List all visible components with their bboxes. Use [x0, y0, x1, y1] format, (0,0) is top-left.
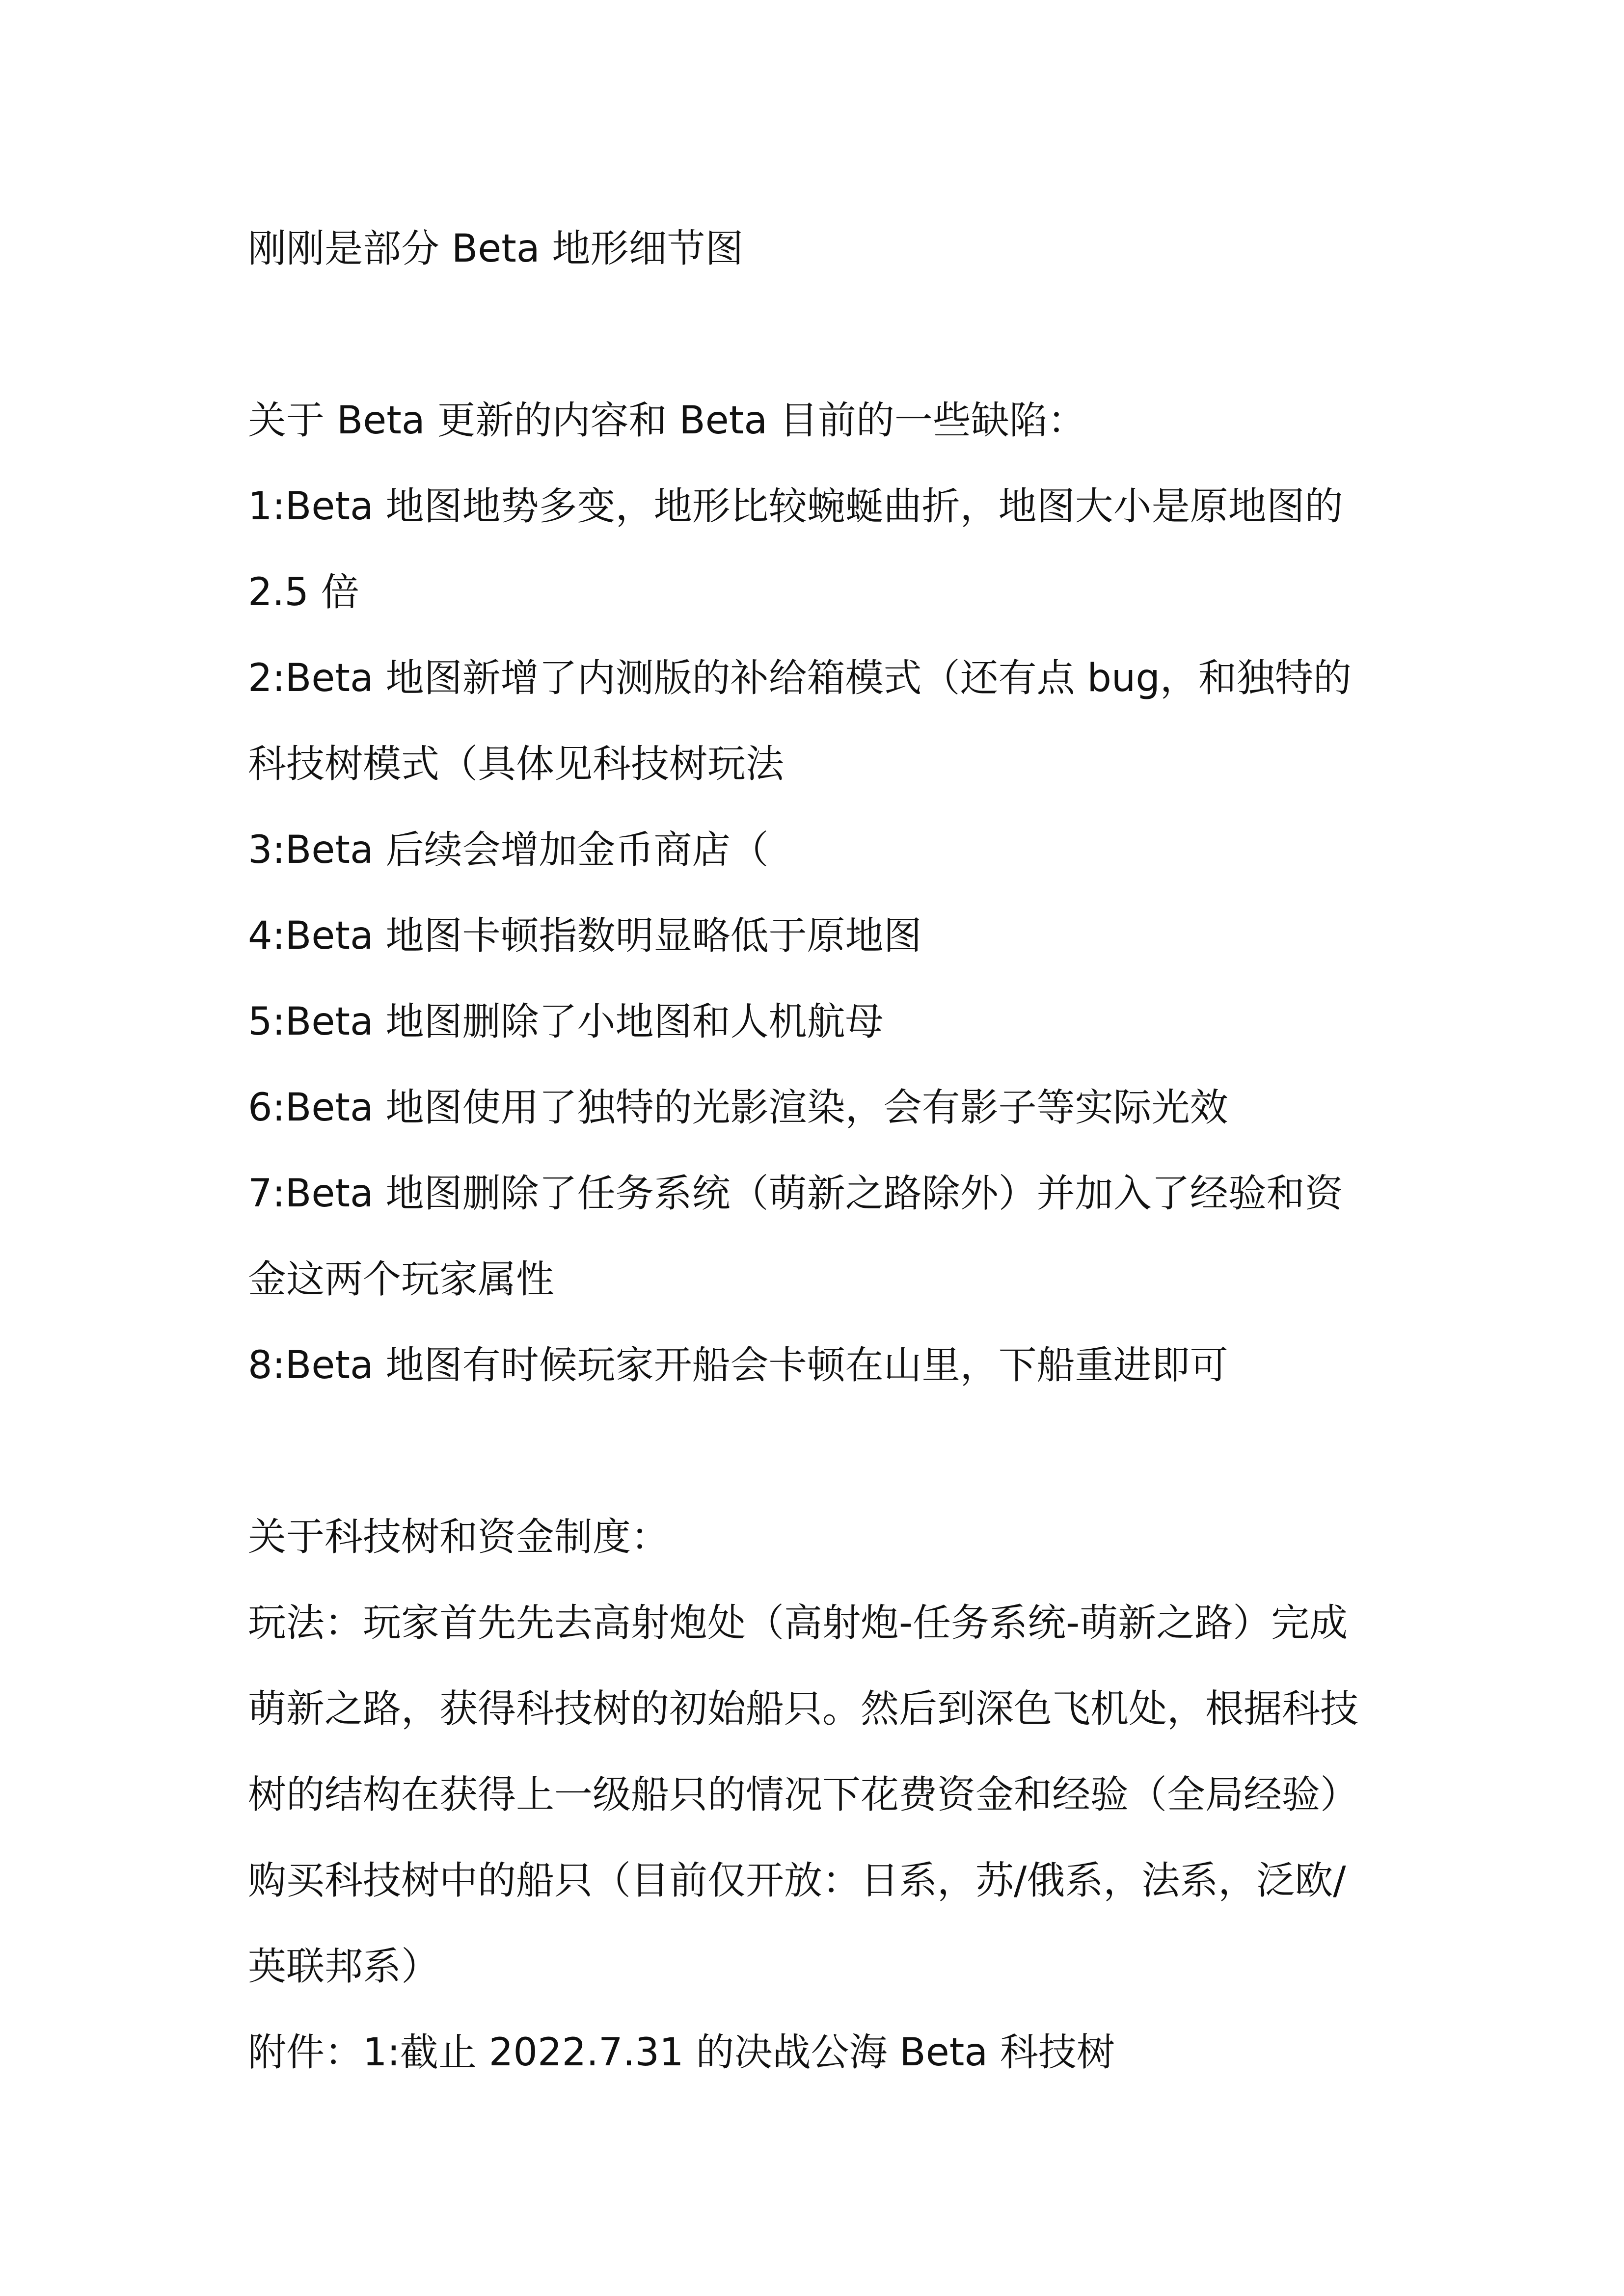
- list-item-8: 8:Beta 地图有时候玩家开船会卡顿在山里，下船重进即可: [248, 1343, 1228, 1388]
- list-item-1: 1:Beta 地图地势多变，地形比较蜿蜒曲折，地图大小是原地图的 2.5 倍: [248, 484, 1343, 614]
- list-item-4: 4:Beta 地图卡顿指数明显略低于原地图: [248, 914, 922, 958]
- list-item-3: 3:Beta 后续会增加金币商店（: [248, 828, 769, 872]
- document-body: [248, 206, 1377, 2096]
- section1-heading: 关于 Beta 更新的内容和 Beta 目前的一些缺陷：: [248, 399, 1086, 443]
- intro-line: 刚刚是部分 Beta 地形细节图: [248, 227, 744, 271]
- list-item-7: 7:Beta 地图删除了任务系统（萌新之路除外）并加入了经验和资金这两个玩家属性: [248, 1172, 1343, 1302]
- gameplay-paragraph: 玩法：玩家首先先去高射炮处（高射炮-任务系统-萌新之路）完成萌新之路，获得科技树的初始船只。然后到深色飞机处，根据科技树的结构在获得上一级船只的情况下花费资金和经验（全局经验）购买科技树中的船只（目前仅开放：日系，苏/俄系，法系，泛欧/英联邦系）: [248, 1601, 1359, 1989]
- list-item-6: 6:Beta 地图使用了独特的光影渲染，会有影子等实际光效: [248, 1086, 1228, 1130]
- section2-heading: 关于科技树和资金制度：: [248, 1515, 670, 1559]
- list-item-5: 5:Beta 地图删除了小地图和人机航母: [248, 1000, 884, 1044]
- paragraph-gap: [248, 1409, 1377, 1495]
- paragraph-gap: [248, 292, 1377, 378]
- list-item-2: 2:Beta 地图新增了内测版的补给箱模式（还有点 bug，和独特的科技树模式（具体见科技树玩法: [248, 656, 1352, 786]
- attachment-line: 附件：1:截止 2022.7.31 的决战公海 Beta 科技树: [248, 2030, 1115, 2075]
